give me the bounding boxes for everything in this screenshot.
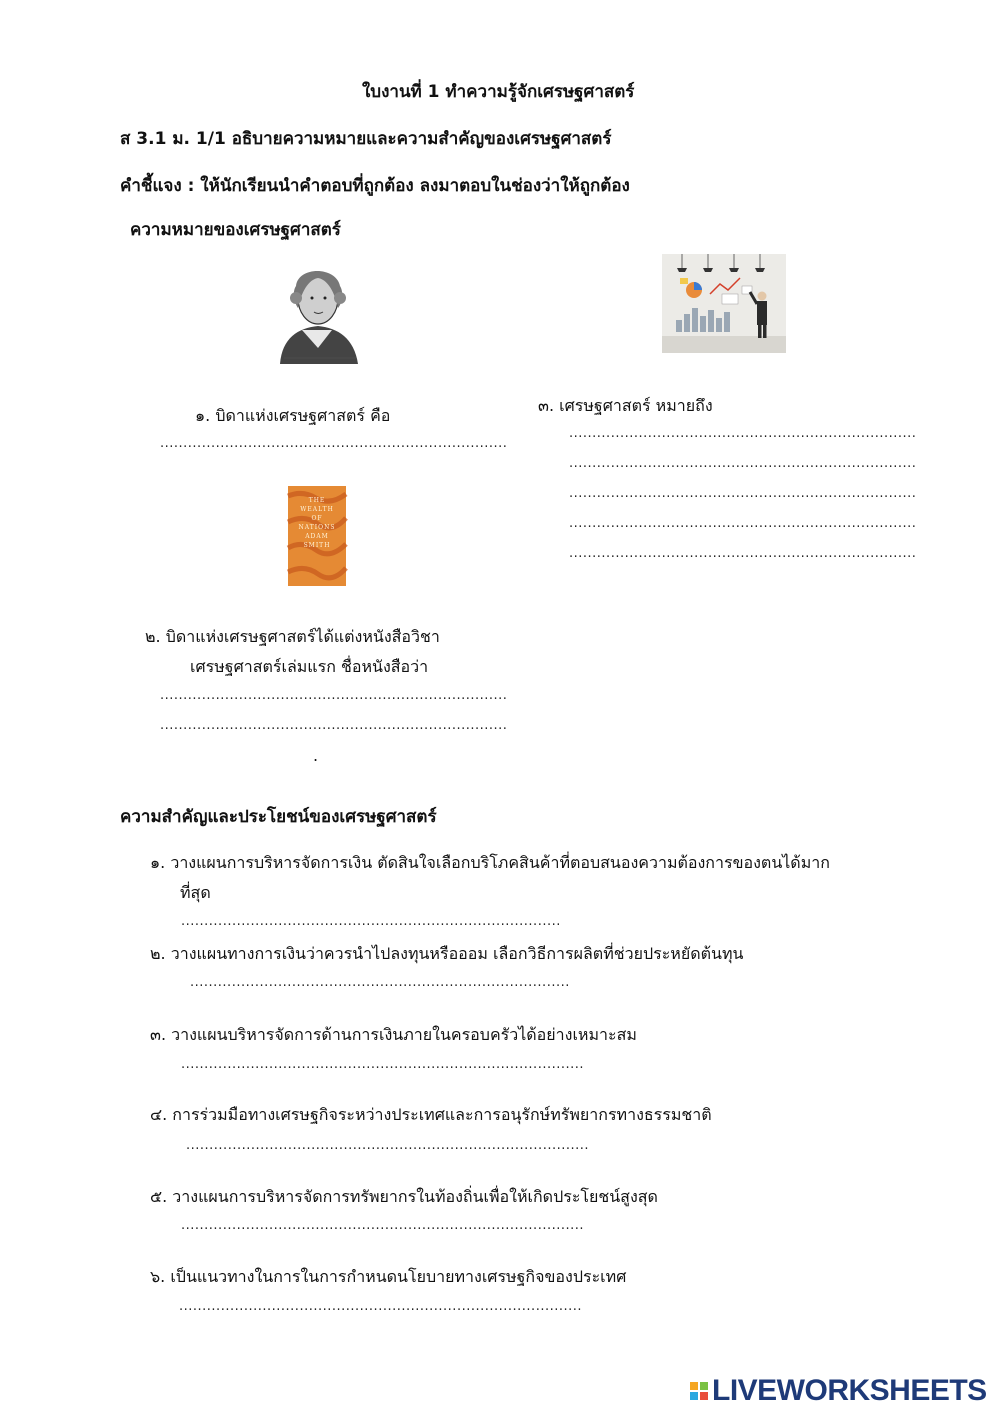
benefit-item-1-line-1: ๑. วางแผนการบริหารจัดการเงิน ตัดสินใจเลือกบริโภคสินค้าที่ตอบสนองความต้องการของตนได้มาก: [150, 853, 830, 872]
instruction-line: คำชี้แจง : ให้นักเรียนนำคำตอบที่ถูกต้อง ลงมาตอบในช่องว่าให้ถูกต้อง: [120, 176, 630, 196]
standard-line: ส 3.1 ม. 1/1 อธิบายความหมายและความสำคัญของเศรษฐศาสตร์: [120, 129, 612, 149]
benefit-item-1-line-2: ที่สุด: [180, 883, 211, 902]
question-2-text-line-1: ๒. บิดาแห่งเศรษฐศาสตร์ได้แต่งหนังสือวิชา: [145, 627, 440, 646]
answer-line-q3-2[interactable]: ...........................................................................: [569, 456, 917, 471]
answer-line-q1[interactable]: ...........................................................................: [160, 436, 508, 451]
section1-heading: ความหมายของเศรษฐศาสตร์: [130, 220, 341, 240]
book-cover-line-4: NATIONS: [298, 524, 336, 531]
benefit-item-4: ๔. การร่วมมือทางเศรษฐกิจระหว่างประเทศและการอนุรักษ์ทรัพยากรทางธรรมชาติ: [150, 1105, 712, 1124]
liveworksheets-logo-icon: [690, 1382, 708, 1400]
adam-smith-portrait-image: [270, 258, 366, 364]
liveworksheets-logo-text: LIVEWORKSHEETS: [712, 1374, 987, 1407]
benefit-item-6: ๖. เป็นแนวทางในการในการกำหนดนโยบายทางเศรษฐกิจของประเทศ: [150, 1267, 627, 1286]
book-cover-line-6: SMITH: [303, 542, 331, 549]
business-chart-photo-image: [662, 254, 786, 353]
answer-line-benefit-3[interactable]: .......................................................................................: [181, 1057, 585, 1072]
stray-dot: .: [313, 746, 319, 765]
wealth-of-nations-book-cover-image: [288, 486, 346, 586]
benefit-item-2: ๒. วางแผนทางการเงินว่าควรนำไปลงทุนหรือออม เลือกวิธีการผลิตที่ช่วยประหยัดต้นทุน: [150, 944, 744, 963]
answer-line-benefit-6[interactable]: .......................................................................................: [179, 1299, 583, 1314]
answer-line-benefit-4[interactable]: .......................................................................................: [186, 1138, 590, 1153]
liveworksheets-logo: [690, 1374, 987, 1408]
question-1-text: ๑. บิดาแห่งเศรษฐศาสตร์ คือ: [195, 406, 391, 425]
answer-line-q2-2[interactable]: ...........................................................................: [160, 718, 508, 733]
answer-line-q3-5[interactable]: ...........................................................................: [569, 546, 917, 561]
question-3-text: ๓. เศรษฐศาสตร์ หมายถึง: [538, 396, 713, 415]
answer-line-q2-1[interactable]: ...........................................................................: [160, 688, 508, 703]
answer-line-benefit-2[interactable]: ..................................................................................: [190, 975, 570, 990]
book-cover-line-3: OF: [311, 515, 323, 522]
question-2-text-line-2: เศรษฐศาสตร์เล่มแรก ชื่อหนังสือว่า: [190, 657, 429, 676]
benefit-item-5: ๕. วางแผนการบริหารจัดการทรัพยากรในท้องถิ่นเพื่อให้เกิดประโยชน์สูงสุด: [150, 1187, 658, 1206]
worksheet-title: ใบงานที่ 1 ทำความรู้จักเศรษฐศาสตร์: [362, 82, 635, 102]
section2-heading: ความสำคัญและประโยชน์ของเศรษฐศาสตร์: [120, 807, 437, 827]
book-cover-line-2: WEALTH: [300, 506, 334, 513]
answer-line-q3-1[interactable]: ...........................................................................: [569, 426, 917, 441]
answer-line-q3-3[interactable]: ...........................................................................: [569, 486, 917, 501]
answer-line-benefit-1[interactable]: ..................................................................................: [181, 914, 561, 929]
book-cover-line-5: ADAM: [305, 533, 329, 540]
benefit-item-3: ๓. วางแผนบริหารจัดการด้านการเงินภายในครอบครัวได้อย่างเหมาะสม: [150, 1025, 637, 1044]
answer-line-q3-4[interactable]: ...........................................................................: [569, 516, 917, 531]
book-cover-line-1: THE: [308, 497, 326, 504]
answer-line-benefit-5[interactable]: .......................................................................................: [181, 1218, 585, 1233]
